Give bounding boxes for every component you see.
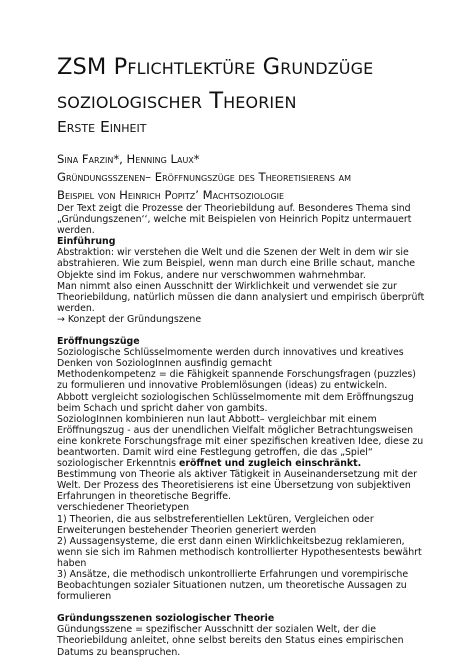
section-heading: Erste Einheit bbox=[57, 118, 147, 136]
einfuehrung-paragraph-2: Man nimmt also einen Ausschnitt der Wirklichkeit und verwendet sie zur Theoriebildung, natürlich müssen die dann analysiert und empirisch überprüft werden. bbox=[57, 280, 425, 314]
einfuehrung-heading: Einführung bbox=[57, 236, 116, 248]
eroeffnung-paragraph-3: Abbott vergleicht soziologischen Schlüsselmomente mit dem Eröffnungszug beim Schach und spricht daher von gambits. bbox=[57, 391, 414, 414]
gruendung-paragraph-1: Gündungsszene = spezifischer Ausschnitt der sozialen Welt, der die Theoriebildung anleitet, ohne selbst bereits den Status eines empirischen Datums zu beanspruchen. bbox=[57, 624, 404, 658]
authors-block bbox=[57, 150, 437, 204]
intro-paragraph: Der Text zeigt die Prozesse der Theoriebildung auf. Besonderes Thema sind „Gründungszenen‘‘, welche mit Beispielen von Heinrich Popitz untermauert werden. bbox=[57, 203, 412, 237]
eroeffnung-paragraph-1: Soziologische Schlüsselmomente werden durch innovatives und kreatives Denken von SoziologInnen ausfindig gemacht bbox=[57, 347, 404, 370]
arrow-right-icon: → bbox=[57, 313, 65, 325]
gruendung-heading: Gründungsszenen soziologischer Theorie bbox=[57, 613, 275, 625]
subtitle-line-2: Beispiel von Heinrich Popitz’ Machtsoziologie bbox=[57, 188, 285, 202]
eroeffnung-heading: Eröffnungszüge bbox=[57, 336, 140, 348]
eroeffnung-paragraph-4 bbox=[57, 414, 427, 469]
document-title bbox=[57, 50, 437, 118]
authors: Sina Farzin*, Henning Laux* bbox=[57, 152, 200, 166]
theorietyp-3: 3) Ansätze, die methodisch unkontrollierte Erfahrungen und vorempirische Beobachtungen sozialer Situationen nutzen, um theoretische Aussagen zu formulieren bbox=[57, 569, 409, 603]
title-line-2: soziologischer Theorien bbox=[57, 88, 297, 114]
title-line-1: ZSM Pflichtlektüre Grundzüge bbox=[57, 54, 374, 80]
subtitle-line-1: Gründungsszenen– Eröffnungszüge des Theoretisierens am bbox=[57, 170, 352, 184]
abbott-text: SoziologInnen kombinieren nun laut Abbott– vergleichbar mit einem Eröffnungszug - aus der unendlichen Vielfalt möglicher Betrachtungsweisen eine konkrete Forschungsfrage mit einer spezifischen kreativen Idee, diese zu beantworten. Damit wird eine Festlegung getroffen, die das „Spiel“ soziologischer Erkenntnis bbox=[57, 413, 424, 470]
document-body bbox=[57, 203, 427, 658]
abbott-bold-text: eröffnet und zugleich einschränkt. bbox=[178, 458, 362, 470]
eroeffnung-paragraph-5: Bestimmung von Theorie als aktiver Tätigkeit in Auseinandersetzung mit der Welt. Der Prozess des Theoretisierens ist eine Übersetzung von subjektiven Erfahrungen in theoretische Begriffe. bbox=[57, 469, 417, 503]
theorietyp-1: 1) Theorien, die aus selbstreferentiellen Lektüren, Vergleichen oder Erweiterungen bestehender Theorien generiert werden bbox=[57, 513, 374, 536]
einfuehrung-paragraph-1: Abstraktion: wir verstehen die Welt und die Szenen der Welt in dem wir sie abstrahieren. Wie zum Beispiel, wenn man durch eine Brille schaut, manche Objekte sind im Fokus, andere nur verschwommen wahrnehmbar. bbox=[57, 247, 416, 281]
einfuehrung-paragraph-3 bbox=[57, 314, 427, 325]
eroeffnung-paragraph-2: Methodenkompetenz = die Fähigkeit spannende Forschungsfragen (puzzles) zu formulieren und innovative Problemlösungen (ideas) zu entwickeln. bbox=[57, 369, 416, 392]
eroeffnung-paragraph-6: verschiedener Theorietypen bbox=[57, 502, 190, 514]
theorietyp-2: 2) Aussagensysteme, die erst dann einen Wirklichkeitsbezug reklamieren, wenn sie sich im Rahmen methodisch kontrollierter Hypothesentests bewährt haben bbox=[57, 535, 422, 569]
konzept-text: Konzept der Gründungszene bbox=[67, 313, 202, 325]
